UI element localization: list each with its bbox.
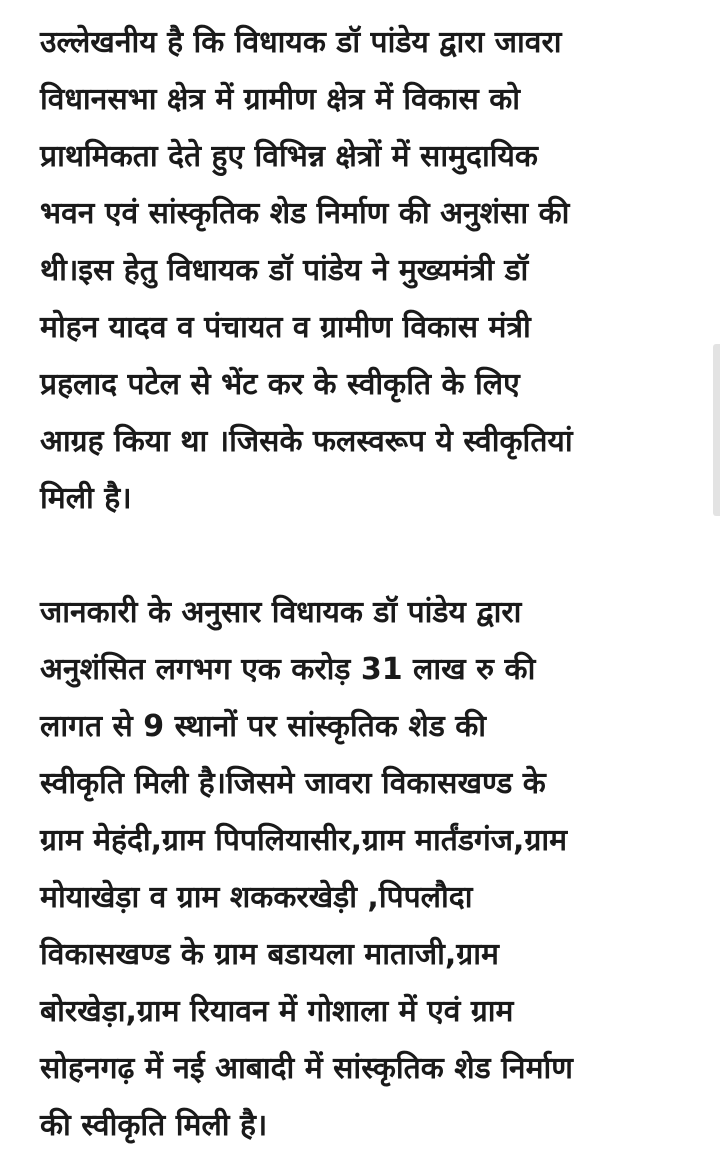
text-line: उल्लेखनीय है कि विधायक डॉ पांडेय द्वारा जावरा — [40, 25, 562, 60]
text-line: अनुशंसित लगभग एक करोड़ 31 लाख रु की — [40, 652, 536, 687]
text-line: मोयाखेड़ा व ग्राम शककरखेड़ी ,पिपलौदा — [40, 880, 473, 915]
text-line: मोहन यादव व पंचायत व ग्रामीण विकास मंत्री — [40, 310, 531, 345]
text-line: स्वीकृति मिली है।जिसमे जावरा विकासखण्ड के — [40, 766, 546, 801]
text-line: भवन एवं सांस्कृतिक शेड निर्माण की अनुशंसा की — [40, 196, 570, 231]
paragraph-1 — [40, 14, 690, 527]
text-line: विकासखण्ड के ग्राम बडायला माताजी,ग्राम — [40, 937, 499, 972]
text-line: जानकारी के अनुसार विधायक डॉ पांडेय द्वारा — [40, 595, 522, 630]
text-line: प्रहलाद पटेल से भेंट कर के स्वीकृति के लिए — [40, 367, 520, 402]
paragraph-spacer — [40, 527, 690, 584]
article-body — [40, 14, 690, 1154]
text-line: विधानसभा क्षेत्र में ग्रामीण क्षेत्र में विकास को — [40, 82, 521, 117]
text-line: थी।इस हेतु विधायक डॉ पांडेय ने मुख्यमंत्री डॉ — [40, 253, 529, 288]
scrollbar-thumb[interactable] — [713, 344, 720, 516]
paragraph-2 — [40, 584, 690, 1154]
text-line: सोहनगढ़ में नई आबादी में सांस्कृतिक शेड निर्माण — [40, 1051, 573, 1086]
text-line: प्राथमिकता देते हुए विभिन्न क्षेत्रों में सामुदायिक — [40, 139, 538, 174]
text-line: मिली है। — [40, 481, 132, 516]
text-line: की स्वीकृति मिली है। — [40, 1108, 268, 1143]
text-line: ग्राम मेहंदी,ग्राम पिपलियासीर,ग्राम मार्तंडगंज,ग्राम — [40, 823, 568, 858]
text-line: बोरखेड़ा,ग्राम रियावन में गोशाला में एवं ग्राम — [40, 994, 514, 1029]
text-line: लागत से 9 स्थानों पर सांस्कृतिक शेड की — [40, 709, 487, 744]
text-line: आग्रह किया था ।जिसके फलस्वरूप ये स्वीकृतियां — [40, 424, 573, 459]
